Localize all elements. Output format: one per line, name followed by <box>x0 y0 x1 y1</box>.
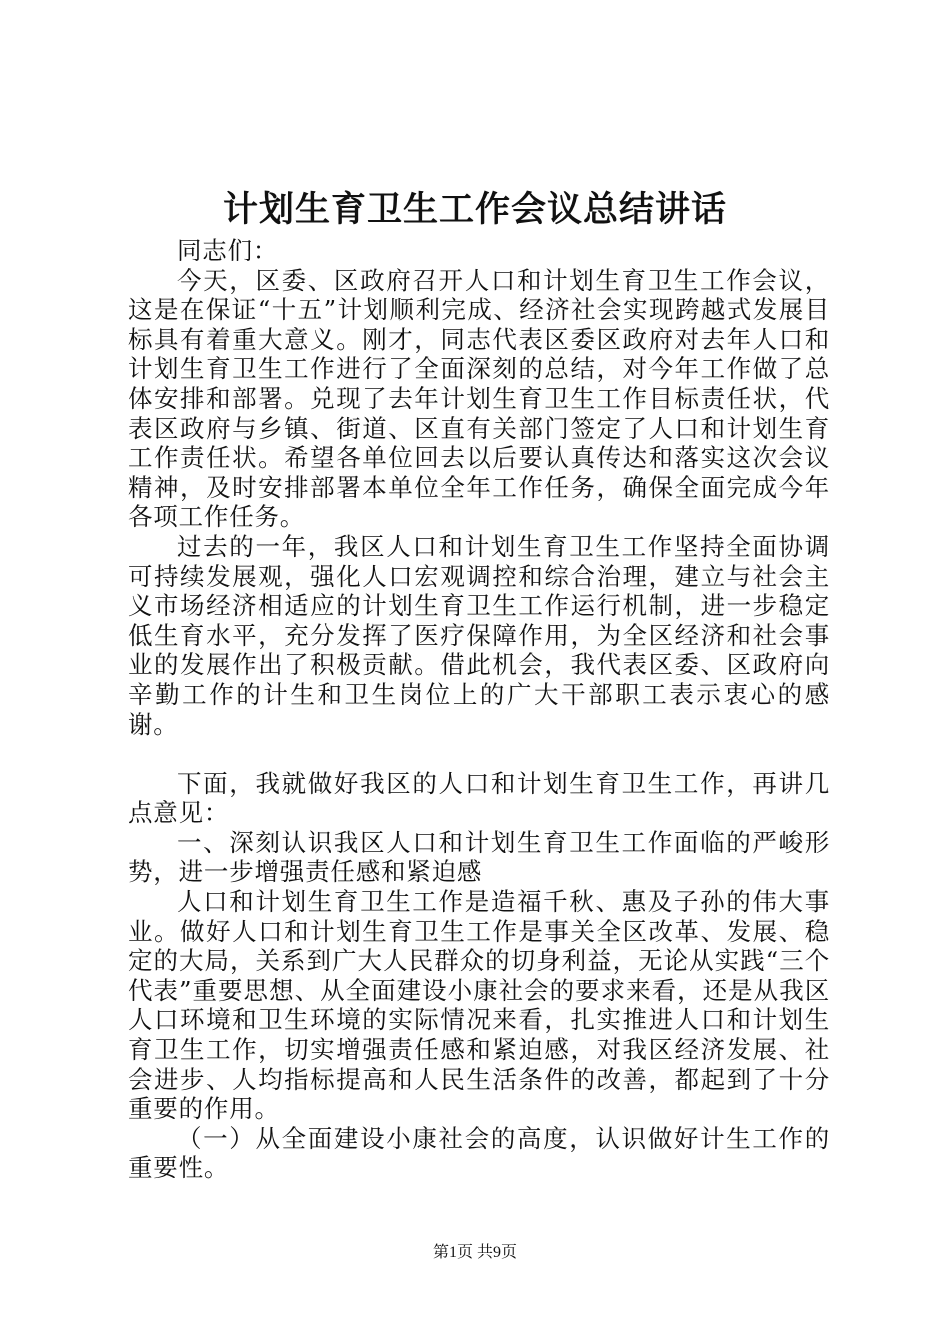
review-paragraph: 过去的一年，我区人口和计划生育卫生工作坚持全面协调可持续发展观，强化人口宏观调控和综合治理，建立与社会主义市场经济相适应的计划生育卫生工作运行机制，进一步稳定低生育水平，充分发挥了医疗保障作用，为全区经济和社会事业的发展作出了积极贡献。借此机会，我代表区委、区政府向辛勤工作的计生和卫生岗位上的广大干部职工表示衷心的感谢。 <box>128 531 830 739</box>
page-footer: 第1页 共9页 <box>432 1244 517 1261</box>
section-heading-1: 一、深刻认识我区人口和计划生育卫生工作面临的严峻形势，进一步增强责任感和紧迫感 <box>128 827 830 887</box>
section-1-paragraph: 人口和计划生育卫生工作是造福千秋、惠及子孙的伟大事业。做好人口和计划生育卫生工作是事关全区改革、发展、稳定的大局，关系到广大人民群众的切身利益，无论从实践“三个代表”重要思想、从全面建设小康社会的要求来看，还是从我区人口环境和卫生环境的实际情况来看，扎实推进人口和计划生育卫生工作，切实增强责任感和紧迫感，对我区经济发展、社会进步、人均指标提高和人民生活条件的改善，都起到了十分重要的作用。 <box>128 887 831 1124</box>
document-title: 计划生育卫生工作会议总结讲话 <box>222 189 727 230</box>
salutation-paragraph: 同志们： <box>177 236 279 265</box>
transition-paragraph: 下面，我就做好我区的人口和计划生育卫生工作，再讲几点意见： <box>128 768 830 828</box>
opening-paragraph: 今天，区委、区政府召开人口和计划生育卫生工作会议，这是在保证“十五”计划顺利完成、经济社会实现跨越式发展目标具有着重大意义。刚才，同志代表区委区政府对去年人口和计划生育卫生工作进行了全面深刻的总结，对今年工作做了总体安排和部署。兑现了去年计划生育卫生工作目标责任状，代表区政府与乡镇、街道、区直有关部门签定了人口和计划生育工作责任状。希望各单位回去以后要认真传达和落实这次会议精神，及时安排部署本单位全年工作任务，确保全面完成今年各项工作任务。 <box>128 265 830 532</box>
subsection-heading-1: （一）从全面建设小康社会的高度，认识做好计生工作的重要性。 <box>128 1123 830 1183</box>
document-body <box>128 236 830 1183</box>
